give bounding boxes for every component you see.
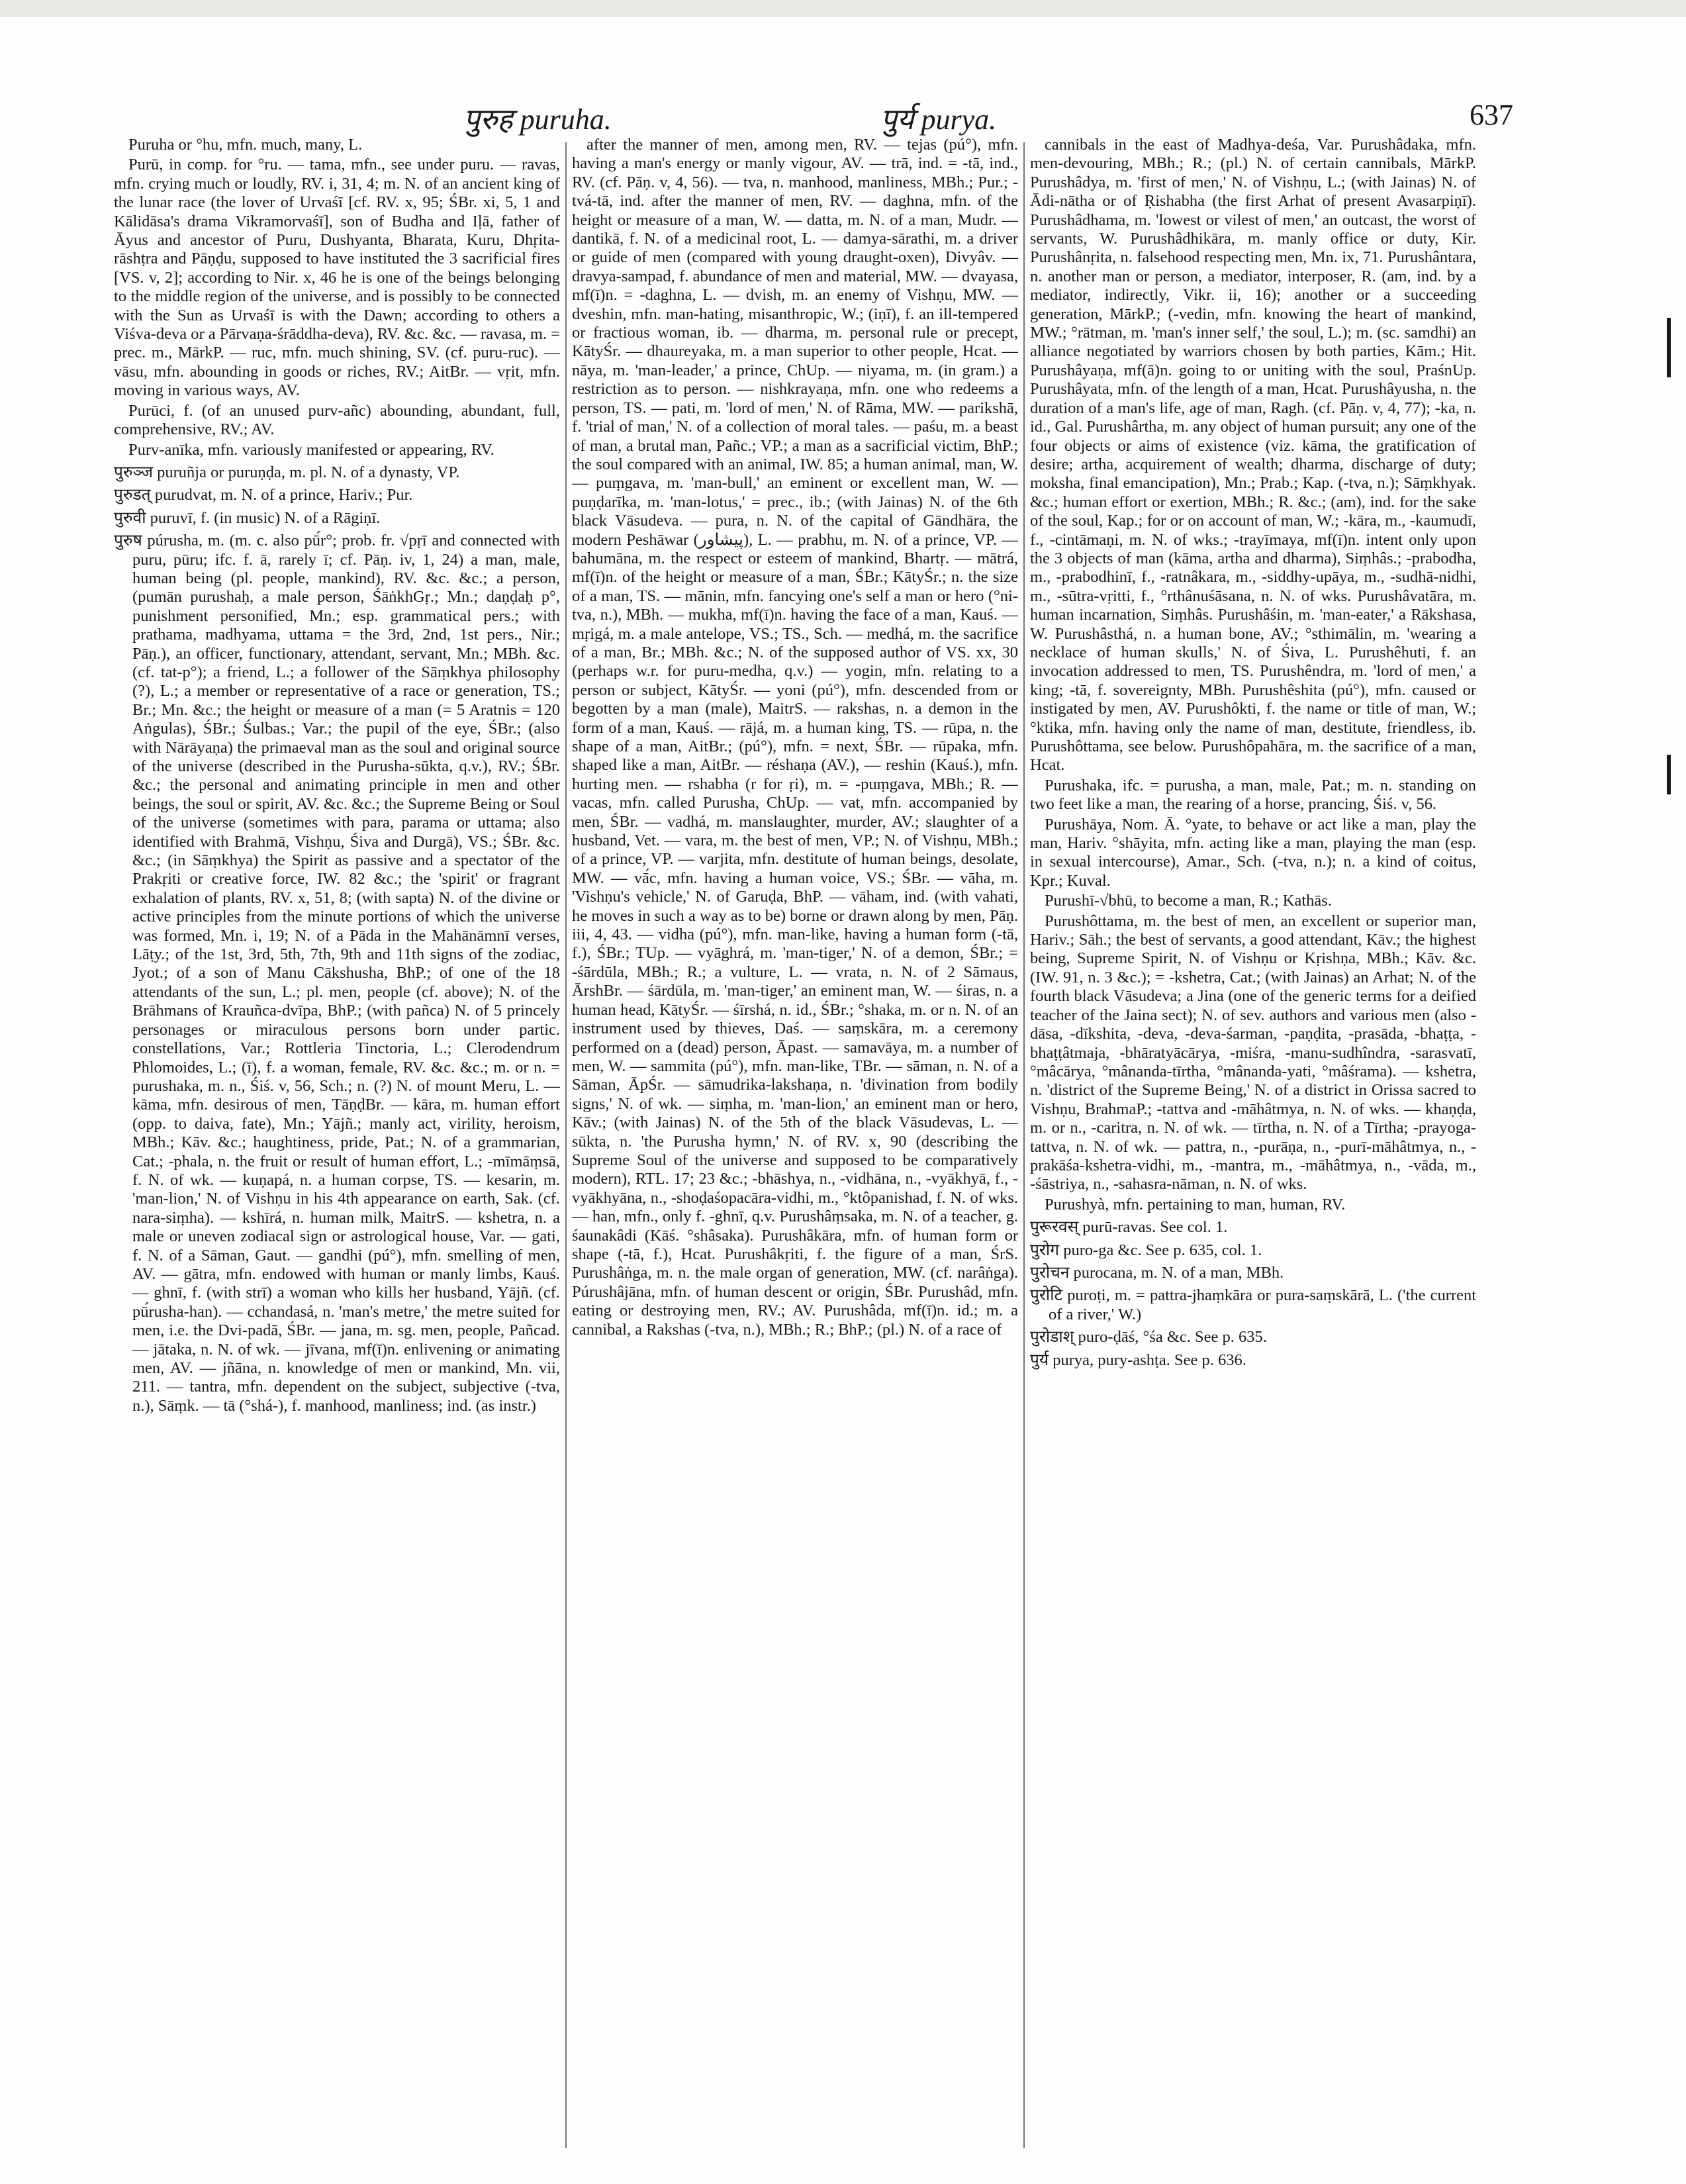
dictionary-entry: Purv-anīka, mfn. variously manifested or appearing, RV. — [128, 440, 494, 459]
headword-entry: पुरोचन purocana, m. N. of a man, MBh. — [1030, 1263, 1284, 1282]
header-left-guideword: पुरुह puruha. — [463, 103, 612, 136]
headword-entry: पुरूरवस् purū-ravas. See col. 1. — [1030, 1218, 1228, 1237]
column-rule-2 — [1023, 142, 1025, 2148]
header-right-guideword: पुर्य purya. — [880, 103, 997, 136]
headword-entry: पुरुञ्ज puruñja or puruṇḍa, m. pl. N. of a dynasty, VP. — [114, 463, 460, 481]
headword-entry: पुरोटि puroṭi, m. = pattra-jhaṃkāra or pura-saṃskārā, L. ('the current of a river,' W.) — [1030, 1286, 1476, 1323]
dictionary-entry: Purushī-√bhū, to become a man, R.; Kathās. — [1045, 892, 1332, 910]
dictionary-entry: Purushaka, ifc. = purusha, a man, male, Pat.; m. n. standing on two feet like a man, the rearing of a horse, prancing, Śiś. v, 56. — [1030, 776, 1476, 814]
dictionary-entry: after the manner of men, among men, RV. — tejas (pú°), mfn. having a man's energy or manly vigour, AV. — trā, ind. = -tā, ind., RV. (cf. Pāṇ. v, 4, 56). — tva, n. manhood, manliness, MBh.; Pur.; -tvá-tā, ind. after the manner of men, RV. — daghna, mfn. of the height or measure of a man, W. — datta, m. N. of a man, Mudr. — dantikā, f. N. of a medicinal root, L. — damya-sārathi, m. a driver or guide of men (compared with young draught-oxen), Divyâv. — dravya-sampad, f. abundance of men and material, MW. — dvayasa, mf(ī)n. = -daghna, L. — dvish, m. an enemy of Vishṇu, MW. — dveshin, mfn. man-hating, misanthropic, W.; (iṇī), f. an ill-tempered or fractious woman, ib. — dharma, m. personal rule or precept, KātyŚr. — dhaureyaka, m. a man superior to other people, Hcat. — nāya, m. 'man-leader,' a prince, ChUp. — niyama, m. (in gram.) a restriction as to person. — nishkrayaṇa, mfn. one who redeems a person, TS. — pati, m. 'lord of men,' N. of Rāma, MW. — parikshā, f. 'trial of man,' N. of a collection of moral tales. — paśu, m. a beast of man, a brutal man, Pañc.; VP.; a man as a sacrificial victim, BhP.; the soul compared with an animal, IW. 85; a human animal, man, W. — puṃgava, m. 'man-bull,' an eminent or excellent man, W. — puṇḍarīka, m. 'man-lotus,' = prec., ib.; (with Jainas) N. of the 6th black Vāsudeva. — pura, n. N. of the capital of Gāndhāra, the modern Peshāwar (پیشاور), L. — prabhu, m. N. of a prince, VP. — bahumāna, m. the respect or esteem of mankind, Bhartṛ. — mātrá, mf(ī)n. of the height or measure of a man, ŚBr.; KātyŚr.; n. the size of a man, TS. — mānin, mfn. fancying one's self a man or hero (°ni-tva, n.), MBh. — mukha, mf(ī)n. having the face of a man, Kauś. — mṛigá, m. a male antelope, VS.; TS., Sch. — medhá, m. the sacrifice of a man, Br.; MBh. &c.; N. of the supposed author of VS. xx, 30 (perhaps w.r. for puru-medha, q.v.) — yogin, mfn. relating to a person or subject, KātyŚr. — yoni (pú°), mfn. descended from or begotten by a man (male), MaitrS. — rakshas, n. a demon in the form of a man, Kauś. — rājá, m. a human king, TS. — rūpa, n. the shape of a man, AitBr.; (pú°), mfn. = next, ŚBr. — rūpaka, mfn. shaped like a man, AitBr. — réshaṇa (AV.), — reshin (Kauś.), mfn. hurting men. — rshabha (r for ṛi), m. = -puṃgava, MBh.; R. — vacas, mfn. called Purusha, ChUp. — vat, mfn. accompanied by men, ŚBr. — vadhá, m. manslaughter, murder, AV.; slaughter of a husband, Vet. — vara, m. the best of men, VP.; N. of Vishṇu, MBh.; of a prince, VP. — varjita, mfn. destitute of human beings, desolate, MW. — vā́c, mfn. having a human voice, VS.; ŚBr. — vāha, m. 'Vishṇu's vehicle,' N. of Garuḍa, BhP. — vāham, ind. (with vahati, he moves in such a way as to be) borne or drawn along by men, Pāṇ. iii, 4, 43. — vidha (pú°), mfn. man-like, having a human form (-tā, f.), ŚBr.; TUp. — vyāghrá, m. 'man-tiger,' N. of a demon, ŚBr.; = -śārdūla, MBh.; R.; a vulture, L. — vrata, n. N. of 2 Sāmaus, ĀrshBr. — śārdūla, m. 'man-tiger,' an eminent man, W. — śiras, n. a human head, KātyŚr. — śīrshá, n. id., ŚBr.; °shaka, m. or n. N. of an instrument used by thieves, Daś. — saṃskāra, m. a ceremony performed on a (dead) person, Āpast. — samavāya, m. a number of men, W. — sammita (pú°), mfn. man-like, TBr. — sāman, n. N. of a Sāman, ĀpŚr. — sāmudrika-lakshaṇa, n. 'divination from bodily signs,' N. of wk. — siṃha, m. 'man-lion,' an eminent man or hero, Kāv.; (with Jainas) N. of the 5th of the black Vāsudevas, L. — sūkta, n. 'the Purusha hymn,' N. of RV. x, 90 (describing the Supreme Soul of the universe and supposed to be comparatively modern), RTL. 17; 23 &c.; -bhāshya, n., -vidhāna, n., -vyākhyā, f., -vyākhyāna, n., -shoḍaśopacāra-vidhi, m., °ktôpanishad, f. N. of wks. — han, mfn., only f. -ghnī, q.v. Purushâṃsaka, m. N. of a teacher, g. śaunakâdi (Kāś. °shâsaka). Purushâkāra, mfn. of human form or shape (-tā, f.), Hcat. Purushâkṛiti, f. the figure of a man, ŚrS. Purushâṅga, m. n. the male organ of generation, MW. (cf. narâṅga). Púrushâjāna, mfn. of human descent or origin, ŚBr. Purushâd, mfn. eating or destroying men, RV.; AV. Purushâda, mf(ī)n. id.; m. a cannibal, a Rakshas (-tva, n.), MBh.; R.; BhP.; (pl.) N. of a race of — [572, 136, 1018, 1339]
page-number: 637 — [1470, 99, 1513, 131]
dictionary-entry: Puruha or °hu, mfn. much, many, L. — [128, 136, 363, 154]
dictionary-entry: Purushyà, mfn. pertaining to man, human, RV. — [1045, 1195, 1346, 1213]
dictionary-entry: Purū, in comp. for °ru. — tama, mfn., see under puru. — ravas, mfn. crying much or loudly, RV. i, 31, 4; m. N. of an ancient king of the lunar race (the lover of Urvaśī [cf. RV. x, 95; ŚBr. xi, 5, 1 and Kālidāsa's drama Vikramorvaśī], son of Budha and Iḷā, father of Āyus and ancestor of Puru, Dushyanta, Bharata, Kuru, Dhṛita-rāshṭra and Pāṇḍu, supposed to have instituted the 3 sacrificial fires [VS. v, 2]; according to Nir. x, 46 he is one of the beings belonging to the middle region of the universe, and is possibly to be connected with the Sun as Urvaśī is with the Dawn; according to others a Viśva-deva or a Pārvaṇa-śrāddha-deva), RV. &c. &c. — ravasa, m. = prec. m., MārkP. — ruc, mfn. much shining, SV. (cf. puru-ruc). — vāsu, mfn. abounding in goods or riches, RV.; AitBr. — vṛit, mfn. moving in various ways, AV. — [114, 156, 560, 400]
dictionary-entry: cannibals in the east of Madhya-deśa, Var. Purushâdaka, mfn. men-devouring, MBh.; R.; (pl.) N. of certain cannibals, MārkP. Purushâdya, m. 'first of men,' N. of Vishṇu, L.; (with Jainas) N. of Ādi-nātha or of Ṛishabha (the first Arhat of present Avasarpiṇī). Purushâdhama, m. 'lowest or vilest of men,' an outcast, the worst of servants, W. Purushâdhikāra, m. manly office or duty, Kir. Purushânṛita, n. falsehood respecting men, Mn. ix, 71. Purushântara, n. another man or person, a mediator, interposer, R. (am, ind. by a mediator, indirectly, Vikr. ii, 16); another or a succeeding generation, MārkP.; (-vedin, mfn. knowing the heart of mankind, MW.; °rātman, m. 'man's inner self,' the soul, L.); m. (sc. samdhi) an alliance negotiated by warriors chosen by both parties, Kām.; Hit. Purushâyaṇa, mf(ā)n. going to or uniting with the soul, PraśnUp. Purushâyata, mfn. of the length of a man, Hcat. Purushâyusha, n. the duration of a man's life, age of man, Ragh. (cf. Pāṇ. v, 4, 77); -ka, n. id., Gal. Purushârtha, m. any object of human pursuit; any one of the four objects or aims of existence (viz. kāma, the gratification of desire; artha, acquirement of wealth; dharma, discharge of duty; moksha, final emancipation), Mn.; Prab.; Kap. (-tva, n.); Sāṃkhyak. &c.; human effort or exertion, MBh.; R. &c.; (am), ind. for the sake of the soul, Kap.; for or on account of man, W.; -kāra, m., -kaumudī, f., -cintāmaṇi, m. N. of wks.; -trayīmaya, mf(ī)n. intent only upon the 3 objects of man (kāma, artha and dharma), Siṃhâs.; -prabodha, m., -prabodhinī, f., -ratnâkara, m., -siddhy-upāya, m., -sudhā-nidhi, m., -sūtra-vṛitti, f., °rthânuśāsana, n. N. of wks. Purushâvatāra, m. human incarnation, Siṃhâs. Purushâśin, m. 'man-eater,' a Rākshasa, W. Purushâsthá, n. a human bone, AV.; °sthimālin, m. 'wearing a necklace of human skulls,' N. of Śiva, L. Purushêhuti, f. an invocation addressed to men, TS. Purushêndra, m. 'lord of men,' a king; -tā, f. sovereignty, MBh. Purushêshita (pú°), mfn. caused or instigated by men, AV. Purushôkti, f. the name or title of man, W.; °ktika, mfn. having only the name of man, destitute, friendless, ib. Purushôttama, see below. Purushôpahāra, m. the sacrifice of a man, Hcat. — [1030, 136, 1476, 775]
dictionary-entry: Purushôttama, m. the best of men, an excellent or superior man, Hariv.; Sāh.; the best of servants, a good attendant, Kāv.; the highest being, Supreme Spirit, N. of Vishṇu or Kṛishṇa, MBh.; Kāv. &c. (IW. 91, n. 3 &c.); = -kshetra, Cat.; (with Jainas) an Arhat; N. of the fourth black Vāsudeva; a Jina (one of the generic terms for a deified teacher of the Jaina sect); N. of sev. authors and various men (also -dāsa, -dīkshita, -deva, -deva-śarman, -paṇḍita, -prasāda, -bhaṭṭa, -bhaṭṭâtmaja, -bhāratyācārya, -miśra, -manu-sudhîndra, -sarasvatī, °mâcārya, °mânanda-tīrtha, °mânanda-yati, °mâśrama). — kshetra, n. 'district of the Supreme Being,' N. of a district in Orissa sacred to Vishṇu, BrahmaP.; -tattva and -māhâtmya, n. N. of wks. — khaṇḍa, m. or n., -caritra, n. N. of wk. — tīrtha, n. N. of a Tīrtha; -prayoga-tattva, n. N. of wk. — pattra, n., -purāṇa, n., -purī-māhâtmya, n., -prakāśa-kshetra-vidhi, m., -mantra, m., -māhâtmya, n., -vāda, m., -śāstriya, n., -sahasra-nāman, n. N. of wks. — [1030, 912, 1476, 1194]
headword-entry: पुरोडाश् puro-ḍāś, °śa &c. See p. 635. — [1030, 1328, 1267, 1347]
dictionary-entry: Purushāya, Nom. Ā. °yate, to behave or act like a man, play the man, Hariv. °shāyita, mfn. acting like a man, playing the man (esp. in sexual intercourse), Amar., Sch. (-tva, n.); n. a kind of coitus, Kpr.; Kuval. — [1030, 815, 1476, 890]
column-rule-1 — [565, 142, 567, 2148]
column-2 — [572, 136, 1018, 2161]
headword-entry: पुरोग puro-ga &c. See p. 635, col. 1. — [1030, 1241, 1262, 1259]
scan-edge-shadow — [0, 0, 1686, 17]
column-3 — [1030, 136, 1476, 2161]
margin-scan-mark — [1667, 318, 1671, 377]
column-1 — [114, 136, 560, 2161]
headword-entry: पुर्य purya, pury-ashṭa. See p. 636. — [1030, 1351, 1246, 1369]
margin-scan-mark — [1667, 755, 1671, 794]
headword-entry: पुरुष púrusha, m. (m. c. also pū́r°; prob. fr. √pṛī and connected with puru, pūru; ifc. f. ā, rarely ī; cf. Pāṇ. iv, 1, 24) a man, male, human being (pl. people, mankind), RV. &c. &c.; a person, (pumān purushaḥ, a male person, ŚāṅkhGṛ.; Mn.; daṇḍaḥ p°, punishment personified, Mn.; esp. grammatical pers.; with prathama, madhyama, uttama = the 3rd, 2nd, 1st pers., Nir.; Pāṇ.), an officer, functionary, attendant, servant, Mn.; MBh. &c. (cf. tat-p°); a friend, L.; a follower of the Sāṃkhya philosophy (?), L.; a member or representative of a race or generation, TS.; Br.; Mn. &c.; the height or measure of a man (= 5 Aratnis = 120 Aṅgulas), ŚBr.; Śulbas.; Var.; the pupil of the eye, ŚBr.; (also with Nārāyaṇa) the primaeval man as the soul and original source of the universe (described in the Purusha-sūkta, q.v.), RV.; ŚBr. &c.; the personal and animating principle in men and other beings, the soul or spirit, AV. &c. &c.; the Supreme Being or Soul of the universe (sometimes with para, parama or uttama; also identified with Brahmā, Vishṇu, Śiva and Durgā), VS.; ŚBr. &c. &c.; (in Sāṃkhya) the Spirit as passive and a spectator of the Prakṛiti or creative force, IW. 82 &c.; the 'spirit' or fragrant exhalation of plants, RV. x, 51, 8; (with sapta) N. of the divine or active principles from the minute portions of which the universe was formed, Mn. i, 19; N. of a Pāda in the Mahānāmnī verses, Lāṭy.; of the 1st, 3rd, 5th, 7th, 9th and 11th signs of the zodiac, Jyot.; of a son of Manu Cākshusha, BhP.; of one of the 18 attendants of the sun, L.; pl. men, people (cf. above); N. of the Brāhmans of Krauñca-dvīpa, BhP.; (with pañca) N. of 5 princely personages or miraculous persons born under partic. constellations, Var.; Rottleria Tinctoria, L.; Clerodendrum Phlomoides, L.; (ī), f. a woman, female, RV. &c. &c.; m. or n. = purushaka, m. n., Śiś. v, 56, Sch.; n. (?) N. of mount Meru, L. — kāma, mfn. desirous of men, TāṇḍBr. — kāra, m. human effort (opp. to daiva, fate), Mn.; Yājñ.; manly act, virility, heroism, MBh.; Kāv. &c.; haughtiness, pride, Pat.; N. of a grammarian, Cat.; -phala, n. the fruit or result of human effort, L.; -mīmāṃsā, f. N. of wk. — kuṇapá, n. a human corpse, TS. — kesarin, m. 'man-lion,' N. of Vishṇu in his 4th appearance on earth, Sak. (cf. nara-siṃha). — kshīrá, n. human milk, MaitrS. — kshetra, n. a male or uneven zodiacal sign or astrological house, Var. — gati, f. N. of a Sāman, Gaut. — gandhi (pú°), mfn. smelling of men, AV. — gātra, mfn. endowed with human or manly limbs, Kauś. — ghnī, f. (with strī) a woman who kills her husband, Yājñ. (cf. pū́rusha-han). — cchandasá, n. 'man's metre,' the metre suited for men, i.e. the Dvi-padā, ŚBr. — jana, m. sg. men, people, Pañcad. — jātaka, n. N. of wk. — jīvana, mf(ī)n. enlivening or animating men, AV. — jñāna, n. knowledge of men or mankind, Mn. vii, 211. — tantra, mfn. dependent on the subject, subjective (-tva, n.), Sāṃk. — tā (°shá-), f. manhood, manliness; ind. (as instr.) — [114, 532, 560, 1415]
headword-entry: पुरुवी puruvī, f. (in music) N. of a Rāgiṇī. — [114, 508, 381, 527]
headword-entry: पुरुडत् purudvat, m. N. of a prince, Hariv.; Pur. — [114, 486, 413, 504]
dictionary-entry: Purūci, f. (of an unused purv-añc) abounding, abundant, full, comprehensive, RV.; AV. — [114, 401, 560, 439]
